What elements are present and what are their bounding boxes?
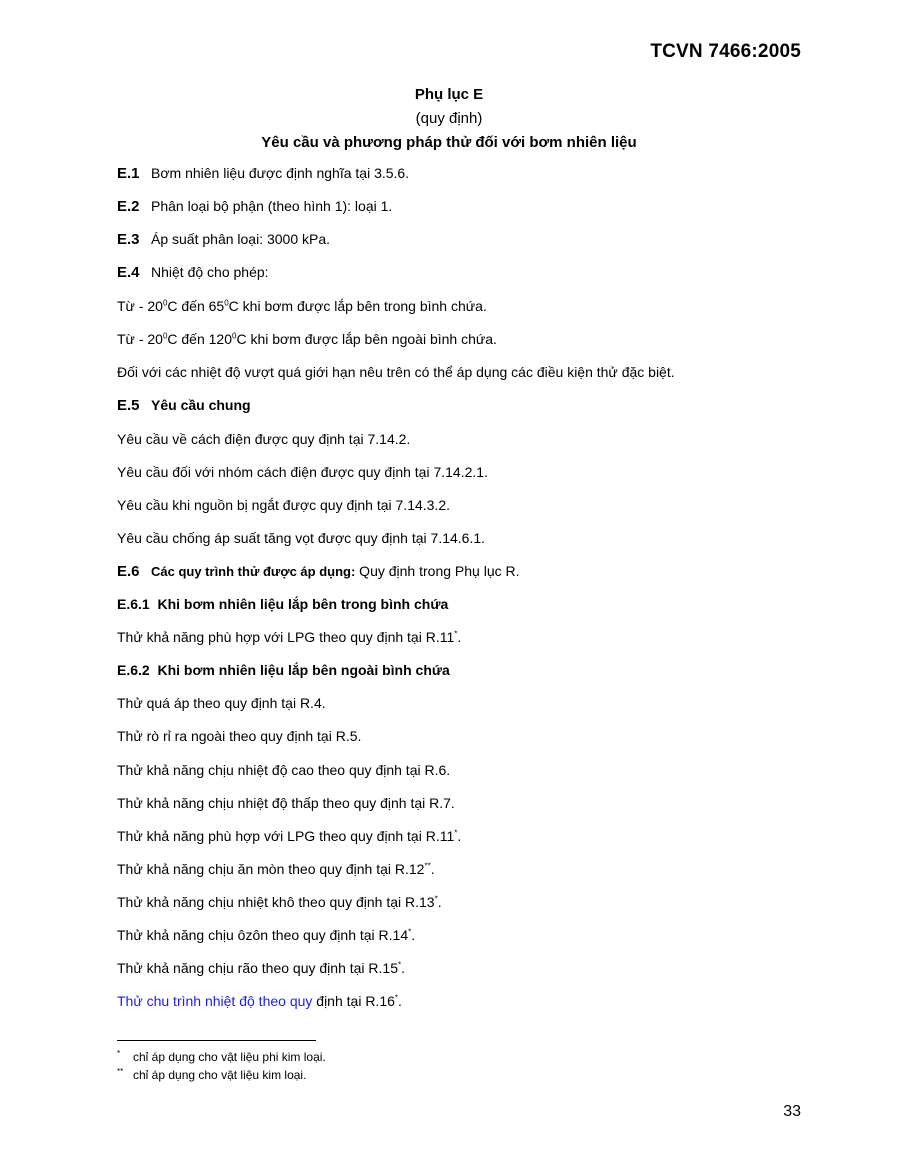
- clause-text: Phân loại bộ phận (theo hình 1): loại 1.: [151, 198, 393, 214]
- test-item: Thử khả năng phù hợp với LPG theo quy định tại R.11*.: [117, 828, 462, 844]
- requirement-item: Yêu cầu về cách điện được quy định tại 7.14.2.: [117, 431, 411, 447]
- standard-number: TCVN 7466:2005: [650, 41, 801, 62]
- clause-e5: [117, 396, 251, 415]
- clause-text: Nhiệt độ cho phép:: [151, 264, 269, 280]
- clause-number: E.4: [117, 264, 140, 281]
- clause-e2: [117, 197, 392, 216]
- clause-text: Bơm nhiên liệu được định nghĩa tại 3.5.6.: [151, 165, 410, 181]
- requirement-item: Yêu cầu đối với nhóm cách điện được quy định tại 7.14.2.1.: [117, 464, 488, 480]
- clause-e3: [117, 230, 330, 249]
- clause-number: E.6: [117, 563, 140, 580]
- annex-status: (quy định): [415, 110, 483, 127]
- clause-number: E.3: [117, 231, 140, 248]
- clause-e4: [117, 263, 269, 282]
- test-item: Thử khả năng chịu ăn mòn theo quy định tại R.12**.: [117, 861, 435, 877]
- clause-number: E.5: [117, 397, 140, 414]
- clause-e1: [117, 164, 409, 183]
- clause-text: Quy định trong Phụ lục R.: [355, 563, 520, 579]
- annex-heading: Yêu cầu và phương pháp thử đối với bơm nhiên liệu: [261, 134, 637, 151]
- clause-e6-2: E.6.2 Khi bơm nhiên liệu lắp bên ngoài bình chứa: [117, 662, 450, 678]
- clause-number: E.2: [117, 198, 140, 215]
- test-item: Thử khả năng chịu nhiệt khô theo quy định tại R.13*.: [117, 894, 442, 910]
- temperature-outside: Từ - $20^0C$ đến $120^0C$ khi bơm được lắp bên ngoài bình chứa.: [117, 331, 497, 347]
- temperature-inside: Từ - $20^0C$ đến $65^0C$ khi bơm được lắp bên trong bình chứa.: [117, 298, 487, 314]
- hyperlink-text[interactable]: Thử chu trình nhiệt độ theo quy: [117, 993, 313, 1009]
- test-item: Thử khả năng chịu nhiệt độ cao theo quy định tại R.6.: [117, 762, 451, 778]
- special-conditions: Đối với các nhiệt độ vượt quá giới hạn nêu trên có thể áp dụng các điều kiện thử đặc biệt.: [117, 364, 675, 380]
- test-item: Thử rò rỉ ra ngoài theo quy định tại R.5.: [117, 728, 362, 744]
- test-item: Thử quá áp theo quy định tại R.4.: [117, 695, 326, 711]
- test-item-last: Thử chu trình nhiệt độ theo quy định tại R.16*.: [117, 993, 402, 1009]
- clause-heading: Yêu cầu chung: [151, 397, 251, 413]
- annex-title: Phụ lục E: [414, 86, 484, 103]
- test-item: Thử khả năng chịu rão theo quy định tại R.15*.: [117, 960, 406, 976]
- clause-e6-1: E.6.1 Khi bơm nhiên liệu lắp bên trong bình chứa: [117, 596, 449, 612]
- clause-e6: [117, 562, 520, 581]
- test-item: Thử khả năng phù hợp với LPG theo quy định tại R.11*.: [117, 629, 462, 645]
- clause-text: Áp suất phân loại: 3000 kPa.: [151, 231, 331, 247]
- clause-number: E.1: [117, 165, 140, 182]
- footnote: * chỉ áp dụng cho vật liệu phi kim loại.: [117, 1049, 326, 1064]
- requirement-item: Yêu cầu khi nguồn bị ngắt được quy định tại 7.14.3.2.: [117, 497, 451, 513]
- footnote: ** chỉ áp dụng cho vật liệu kim loại.: [117, 1067, 307, 1082]
- footnote-separator: [117, 1040, 316, 1041]
- test-item: Thử khả năng chịu nhiệt độ thấp theo quy định tại R.7.: [117, 795, 455, 811]
- clause-label: Các quy trình thử được áp dụng:: [151, 564, 356, 579]
- requirement-item: Yêu cầu chống áp suất tăng vọt được quy định tại 7.14.6.1.: [117, 530, 486, 546]
- page-number: 33: [783, 1103, 801, 1120]
- test-item: Thử khả năng chịu ôzôn theo quy định tại R.14*.: [117, 927, 416, 943]
